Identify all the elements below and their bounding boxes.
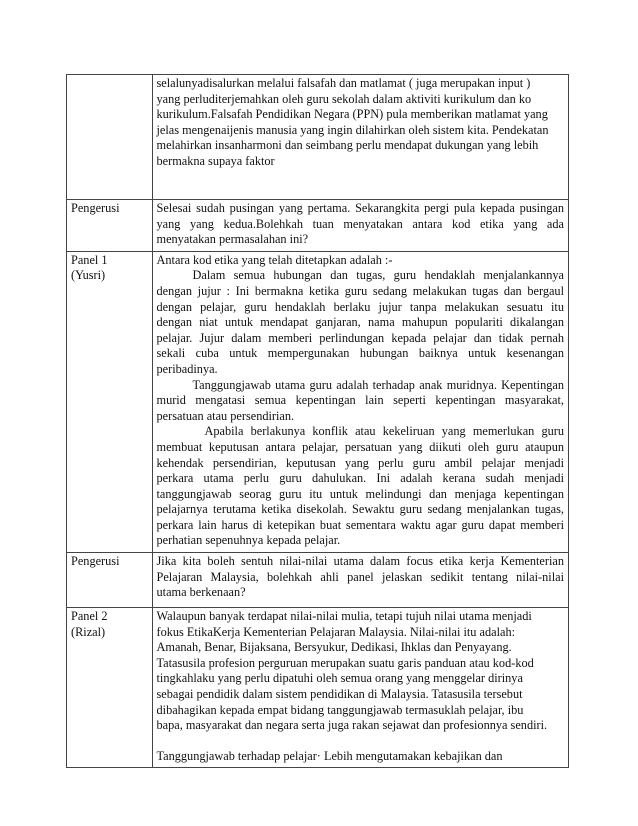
table-row [67,251,569,552]
text-line: Selesai sudah pusingan yang pertama. Sekarangkita pergi pula kepada pusingan [156,201,564,215]
speaker-name: Panel 1 [71,252,108,267]
content-cell [152,200,569,252]
text-line: sekali cuba untuk mempergunakan hubungan baiknya untuk kesenangan [156,346,564,361]
content-cell [152,75,569,200]
speaker-name: Pengerusi [71,554,120,569]
paragraph-gap [157,734,565,749]
table-row [67,553,569,608]
text-line: dengan jujur : Ini bermakna ketika guru sedang melakukan tugas dan bergaul [156,283,564,298]
text-line: jelas mengenaijenis manusia yang ingin dilahirkan oleh sistem kita. Pendekatan [156,122,549,137]
text-line: selalunyadisalurkan melalui falsafah dan matlamat ( juga merupakan input ) [156,76,531,90]
text-line: peribadinya. [156,361,218,376]
text-line: Walaupun banyak terdapat nilai-nilai mulia, tetapi tujuh nilai utama menjadi [156,609,532,624]
speaker-alias: (Rizal) [71,624,106,639]
text-line: pelajarnya terutama ketika disekolah. Sewaktu guru sedang menjalankan tugas, [156,502,564,517]
speaker-cell [67,553,153,608]
table-row [67,75,569,200]
text-line: kurikulum.Falsafah Pendidikan Negara (PPN) pula memberikan matlamat yang [156,107,548,122]
speaker-cell [67,608,153,768]
text-line: persatuan atau persendirian. [156,408,295,423]
text-line: kehendak persendirian, keputusan yang perlu guru ambil pelajar menjadi [156,455,564,470]
text-line: tingkahlaku yang perlu dipatuhi oleh semua orang yang menggelar dirinya [156,671,523,686]
text-line: Tanggungjawab terhadap pelajar· Lebih mengutamakan kebajikan dan [156,748,503,763]
content-cell [152,608,569,768]
text-line: perkara utama perlu guru dahulukan. Ini adalah kerana sudah menjadi [156,471,564,486]
text-line: Antara kod etika yang telah ditetapkan adalah :- [156,252,393,267]
text-line: bermakna supaya faktor [156,153,275,168]
speaker-name: Panel 2 [71,609,108,624]
speaker-alias: (Yusri) [71,268,106,283]
speaker-cell [67,251,153,552]
text-line: membuat keputusan antara pelajar, persatuan yang diikuti oleh guru ataupun [156,439,564,454]
text-line: sebagai pendidik dalam sistem pendidikan di Malaysia. Tatasusila tersebut [156,687,523,702]
content-cell [152,553,569,608]
text-line: Tatasusila profesion perguruan merupakan suatu garis panduan atau kod-kod [156,655,534,670]
content-cell [152,251,569,552]
text-line: Amanah, Benar, Bijaksana, Bersyukur, Dedikasi, Ihklas dan Penyayang. [156,640,512,655]
text-line: bapa, masyarakat dan negara serta juga rakan sejawat dan profesionnya sendiri. [156,718,548,733]
text-line: dengan niat untuk mendapat ganjaran, nama mahupun populariti dikalangan [156,315,564,330]
speaker-cell [67,75,153,200]
speaker-cell [67,200,153,252]
dialogue-table [66,74,569,768]
text-line: utama berkenaan? [156,585,246,600]
text-line: perhatian sepenuhnya kepada pelajar. [156,533,341,548]
text-line: fokus EtikaKerja Kementerian Pelajaran Malaysia. Nilai-nilai itu adalah: [156,624,516,639]
table-row [67,200,569,252]
text-line: Apabila berlakunya konflik atau kekeliruan yang memerlukan guru [204,424,564,439]
text-line: tanggungjawab seorag guru itu untuk melindungi dan menjaga kepentingan [156,486,564,501]
table-row [67,608,569,768]
text-line: Pelajaran Malaysia, bolehkah ahli panel jelaskan sedikit tentang nilai-nilai [156,569,564,584]
text-line: murid mengatasi semua kepentingan lain seperti kepentingan masyarakat, [156,393,564,408]
text-line: Dalam semua hubungan dan tugas, guru hendaklah menjalankannya [192,268,564,283]
speaker-name: Pengerusi [71,201,120,215]
text-line: melahirkan insanharmoni dan seimbang perlu mendapat dukungan yang lebih [156,138,539,153]
text-line: dengan pelajar, guru hendaklah berlaku jujur tanpa melakukan sesuatu itu [156,299,564,314]
text-line: menyatakan permasalahan ini? [156,232,309,247]
text-line: dibahagikan kepada empat bidang tanggungjawab termasuklah pelajar, ibu [156,702,524,717]
text-line: yang yang kedua.Bolehkah tuan menyatakan antara kod etika yang ada [156,216,564,231]
text-line: perkara lain harus di ketepikan buat sementara waktu agar guru dapat memberi [156,517,564,532]
text-line: Tanggungjawab utama guru adalah terhadap anak muridnya. Kepentingan [192,377,564,392]
text-line: yang perluditerjemahkan oleh guru sekolah dalam aktiviti kurikulum dan ko [156,91,532,106]
text-line: pelajar. Jujur dalam memberi perlindungan kepada pelajar dan tidak pernah [156,330,564,345]
text-line: Jika kita boleh sentuh nilai-nilai utama dalam focus etika kerja Kementerian [156,554,564,569]
